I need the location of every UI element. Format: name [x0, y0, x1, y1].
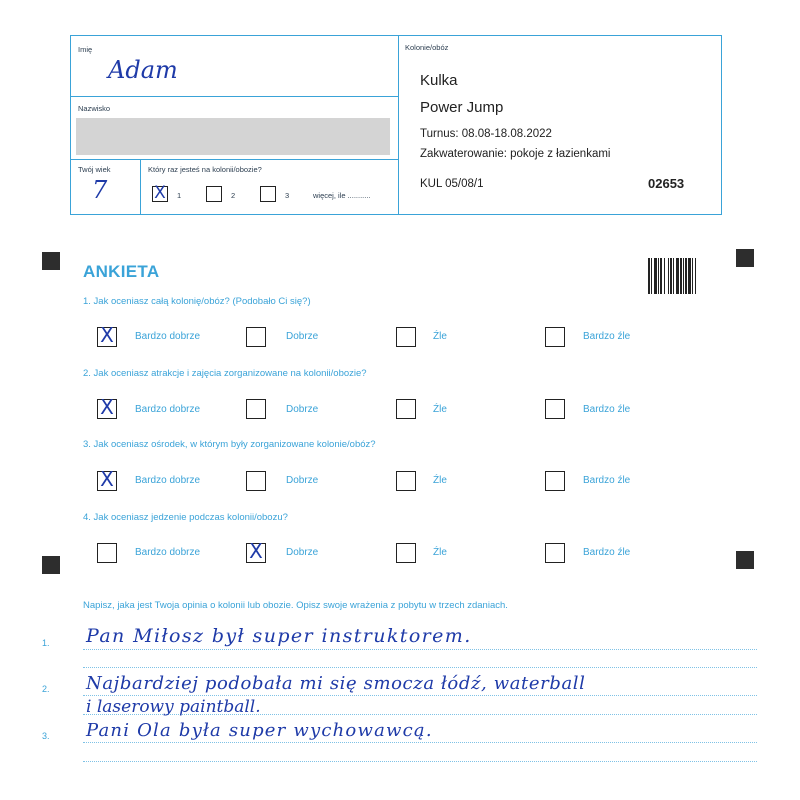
answer-line-2b[interactable]: i laserowy paintball.	[86, 697, 261, 717]
camp-turnus: Turnus: 08.08-18.08.2022	[420, 128, 552, 140]
first-name-value[interactable]: Adam	[108, 56, 178, 84]
camp-label: Kolonie/obóz	[405, 43, 449, 52]
writing-line	[83, 649, 757, 650]
answer-line-1[interactable]: Pan Miłosz był super instruktorem.	[86, 625, 472, 647]
q4-option-2-checkbox[interactable]	[246, 539, 266, 563]
check-mark: X	[100, 467, 114, 491]
times-option-2-label: 2	[231, 191, 236, 200]
question-4: 4. Jak oceniasz jedzenie podczas kolonii/obozu?	[83, 512, 288, 523]
q2-option-3-label: Źle	[433, 404, 447, 415]
times-option-2-checkbox[interactable]	[206, 186, 222, 202]
check-mark: X	[100, 323, 114, 347]
q3-option-2-checkbox[interactable]	[246, 471, 266, 491]
q4-option-2-label: Dobrze	[286, 547, 319, 558]
writing-line	[83, 695, 757, 696]
question-1: 1. Jak oceniasz całą kolonię/obóz? (Podobało Ci się?)	[83, 296, 311, 307]
q2-option-2-label: Dobrze	[286, 404, 319, 415]
line-number-1: 1.	[42, 638, 50, 648]
q2-option-1-label: Bardzo dobrze	[135, 404, 201, 415]
q3-option-4-checkbox[interactable]	[545, 471, 565, 491]
q4-option-1-checkbox[interactable]	[97, 543, 117, 563]
q3-option-3-label: Źle	[433, 475, 447, 486]
times-option-3-checkbox[interactable]	[260, 186, 276, 202]
q4-option-4-label: Bardzo źle	[583, 547, 631, 558]
q3-option-3-checkbox[interactable]	[396, 471, 416, 491]
writing-line	[83, 667, 757, 668]
q4-option-1-label: Bardzo dobrze	[135, 547, 201, 558]
check-mark: X	[154, 183, 166, 203]
q2-option-2-checkbox[interactable]	[246, 399, 266, 419]
q1-option-2-label: Dobrze	[286, 331, 319, 342]
question-3: 3. Jak oceniasz ośrodek, w którym były zorganizowane kolonie/obóz?	[83, 439, 376, 450]
barcode	[648, 258, 702, 294]
registration-mark	[736, 249, 754, 267]
form-number: 02653	[648, 176, 685, 191]
line-number-2: 2.	[42, 684, 50, 694]
registration-mark	[736, 551, 754, 569]
header-divider	[70, 159, 398, 160]
q1-option-1-checkbox[interactable]	[97, 323, 117, 347]
last-name-redacted	[76, 118, 390, 155]
camp-code: KUL 05/08/1	[420, 178, 484, 190]
q1-option-3-label: Źle	[433, 331, 447, 342]
header-divider	[398, 35, 399, 215]
writing-line	[83, 761, 757, 762]
header-divider	[140, 159, 141, 215]
header-divider	[70, 96, 398, 97]
camp-name: Kulka	[420, 72, 458, 89]
q4-option-4-checkbox[interactable]	[545, 543, 565, 563]
q1-option-1-label: Bardzo dobrze	[135, 331, 201, 342]
times-option-1-label: 1	[177, 191, 182, 200]
q3-option-4-label: Bardzo źle	[583, 475, 631, 486]
camp-accommodation: Zakwaterowanie: pokoje z łazienkami	[420, 148, 611, 160]
registration-mark	[42, 556, 60, 574]
q4-option-3-checkbox[interactable]	[396, 543, 416, 563]
times-option-3-label: 3	[285, 191, 290, 200]
line-number-3: 3.	[42, 731, 50, 741]
q2-option-4-label: Bardzo źle	[583, 404, 631, 415]
answer-line-2[interactable]: Najbardziej podobała mi się smocza łódź, waterball	[86, 673, 586, 694]
q2-option-3-checkbox[interactable]	[396, 399, 416, 419]
opinion-prompt: Napisz, jaka jest Twoja opinia o kolonii lub obozie. Opisz swoje wrażenia z pobytu w trzech zdaniach.	[83, 600, 508, 611]
q1-option-2-checkbox[interactable]	[246, 327, 266, 347]
q1-option-4-checkbox[interactable]	[545, 327, 565, 347]
q3-option-1-checkbox[interactable]	[97, 467, 117, 491]
q3-option-2-label: Dobrze	[286, 475, 319, 486]
check-mark: X	[100, 395, 114, 419]
registration-mark	[42, 252, 60, 270]
last-name-label: Nazwisko	[78, 104, 111, 113]
q2-option-1-checkbox[interactable]	[97, 395, 117, 419]
q1-option-4-label: Bardzo źle	[583, 331, 631, 342]
q4-option-3-label: Źle	[433, 547, 447, 558]
writing-line	[83, 742, 757, 743]
survey-title: ANKIETA	[83, 262, 160, 281]
camp-program: Power Jump	[420, 99, 504, 116]
age-value[interactable]: 7	[92, 176, 108, 204]
age-label: Twój wiek	[78, 165, 111, 174]
question-2: 2. Jak oceniasz atrakcje i zajęcia zorganizowane na kolonii/obozie?	[83, 368, 367, 379]
times-option-1-checkbox[interactable]	[152, 183, 168, 203]
times-more-label: więcej, ile ...........	[313, 191, 371, 200]
answer-line-3[interactable]: Pani Ola była super wychowawcą.	[86, 720, 433, 741]
q1-option-3-checkbox[interactable]	[396, 327, 416, 347]
check-mark: X	[249, 539, 263, 563]
q2-option-4-checkbox[interactable]	[545, 399, 565, 419]
times-label: Który raz jesteś na kolonii/obozie?	[148, 165, 262, 174]
q3-option-1-label: Bardzo dobrze	[135, 475, 201, 486]
first-name-label: Imię	[78, 45, 93, 54]
